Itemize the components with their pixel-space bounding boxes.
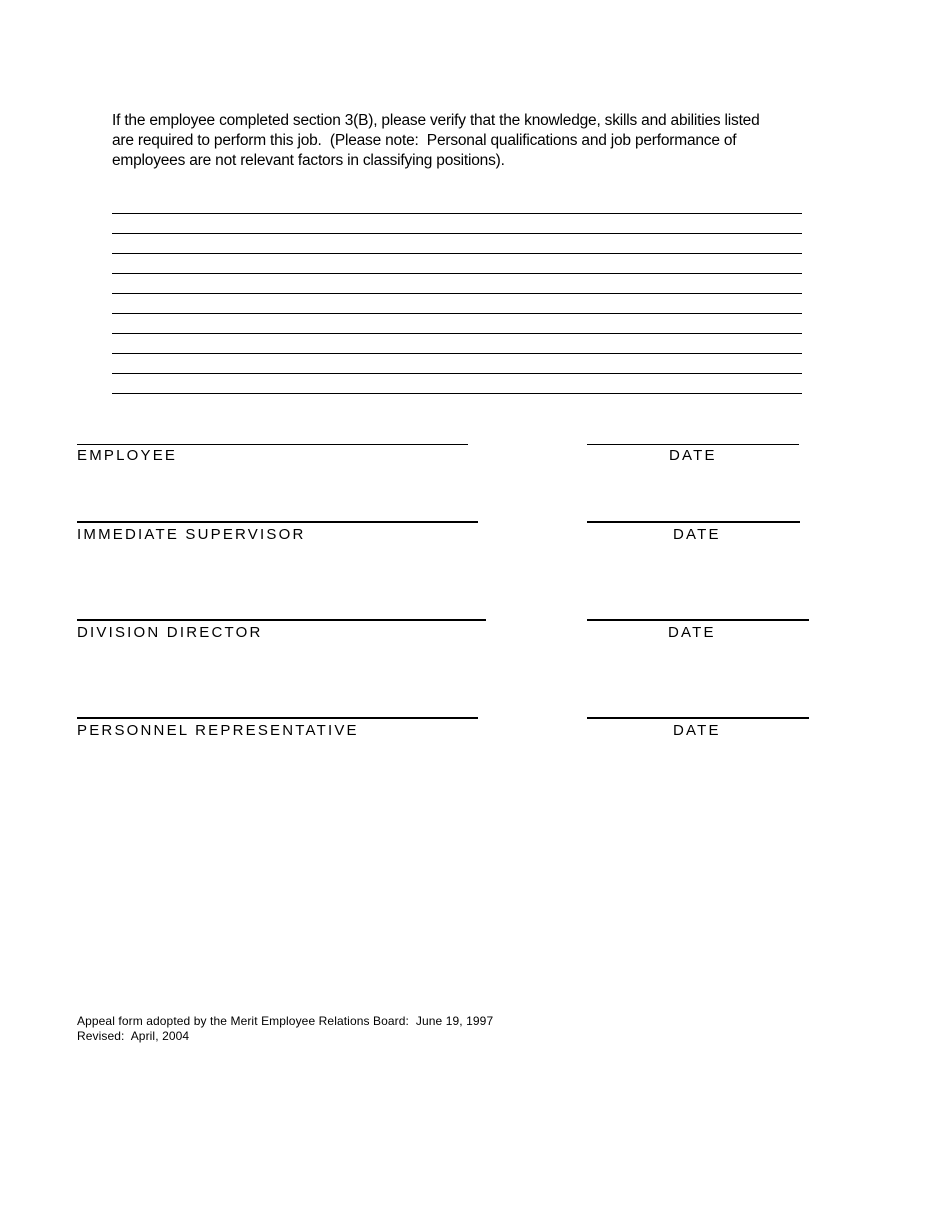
response-line-6[interactable] bbox=[112, 294, 802, 314]
instructions-line-3: employees are not relevant factors in classifying positions). bbox=[112, 152, 505, 169]
director-signature-line[interactable] bbox=[77, 619, 486, 621]
response-line-4[interactable] bbox=[112, 254, 802, 274]
director-date-line[interactable] bbox=[587, 619, 809, 621]
supervisor-date-line[interactable] bbox=[587, 521, 800, 523]
director-date-label: DATE bbox=[668, 624, 716, 641]
supervisor-label: IMMEDIATE SUPERVISOR bbox=[77, 526, 306, 543]
response-line-8[interactable] bbox=[112, 334, 802, 354]
personnel-label: PERSONNEL REPRESENTATIVE bbox=[77, 722, 359, 739]
adoption-note: Appeal form adopted by the Merit Employee Relations Board: June 19, 1997 bbox=[77, 1014, 494, 1028]
response-line-10[interactable] bbox=[112, 374, 802, 394]
revision-note: Revised: April, 2004 bbox=[77, 1028, 190, 1043]
employee-date-label: DATE bbox=[669, 447, 717, 464]
response-line-7[interactable] bbox=[112, 314, 802, 334]
response-line-3[interactable] bbox=[112, 234, 802, 254]
response-lines bbox=[112, 194, 802, 394]
personnel-date-label: DATE bbox=[673, 722, 721, 739]
response-line-9[interactable] bbox=[112, 354, 802, 374]
instructions-line-2: are required to perform this job. (Please note: Personal qualifications and job performance of bbox=[112, 132, 737, 149]
instructions-paragraph bbox=[112, 111, 802, 171]
personnel-signature-line[interactable] bbox=[77, 717, 478, 719]
director-label: DIVISION DIRECTOR bbox=[77, 624, 263, 641]
supervisor-signature-line[interactable] bbox=[77, 521, 478, 523]
personnel-date-line[interactable] bbox=[587, 717, 809, 719]
response-line-1[interactable] bbox=[112, 194, 802, 214]
response-line-5[interactable] bbox=[112, 274, 802, 294]
employee-date-line[interactable] bbox=[587, 444, 799, 445]
supervisor-date-label: DATE bbox=[673, 526, 721, 543]
employee-signature-line[interactable] bbox=[77, 444, 468, 445]
instructions-line-1: If the employee completed section 3(B), please verify that the knowledge, skills and abilities listed bbox=[112, 112, 760, 129]
response-line-2[interactable] bbox=[112, 214, 802, 234]
employee-label: EMPLOYEE bbox=[77, 447, 178, 464]
form-footer bbox=[77, 1014, 493, 1043]
